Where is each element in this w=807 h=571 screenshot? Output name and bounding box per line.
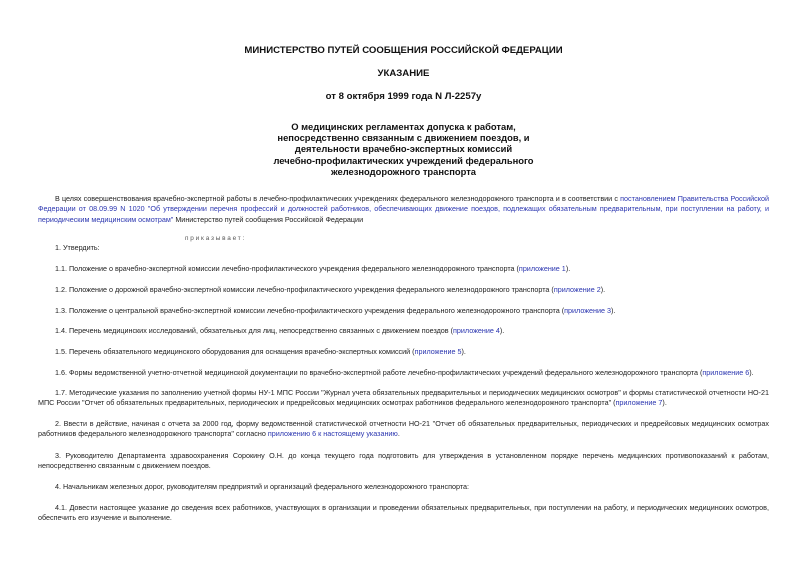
appendix-3-link[interactable]: приложение 3 [564,306,612,315]
item-1: 1. Утвердить: [55,243,100,252]
item-1-5: 1.5. Перечень обязательного медицинского оборудования для оснащения врачебно-экспертных комиссий (приложение 5). [55,347,466,356]
item-3: 3. Руководителю Департамента здравоохранения Сорокину О.Н. до конца текущего года подготовить для утверждения в установленном порядке перечень медицинских противопоказаний к работам, непосредственно связанным с движением поездов. [38,451,769,471]
item-4: 4. Начальникам железных дорог, руководителям предприятий и организаций федерального железнодорожного транспорта: [55,482,470,491]
preamble-paragraph [38,194,769,225]
item-4-1: 4.1. Довести настоящее указание до сведения всех работников, участвующих в организации и проведении обязательных предварительных, при поступлении на работу, и периодических медицинских осмотров, обеспечить его изучение и выполнение. [38,503,769,523]
appendix-7-link[interactable]: приложение 7 [615,398,663,408]
item-1-1: 1.1. Положение о врачебно-экспертной комиссии лечебно-профилактического учреждения федерального железнодорожного транспорта (приложение 1). [55,264,571,273]
item-1-2: 1.2. Положение о дорожной врачебно-экспертной комиссии лечебно-профилактического учреждения федерального железнодорожного транспорта (приложение 2). [55,285,606,294]
ministry-heading: МИНИСТЕРСТВО ПУТЕЙ СООБЩЕНИЯ РОССИЙСКОЙ ФЕДЕРАЦИИ [244,45,563,56]
title-line: лечебно-профилактических учреждений федерального [273,154,534,166]
preamble-text: В целях совершенствования врачебно-экспертной работы в лечебно-профилактических учреждениях федерального железнодорожного транспорта и в соответствии с [55,194,621,203]
document-date-number: от 8 октября 1999 года N Л-2257у [325,91,482,102]
item-1-7: 1.7. Методические указания по заполнению учетной формы НУ-1 МПС России "Журнал учета обязательных предварительных и периодических медицинских осмотров" и формы статистической отчетности НО-21 МПС России "Отчет об обязательных предварительных, периодических и предрейсовых медицинских осмотрах работников федерального железнодорожного транспорта" (приложение 7). [38,388,769,408]
title-line: непосредственно связанным с движением поездов, и [277,132,530,144]
appendix-1-link[interactable]: приложение 1 [518,264,566,273]
appendix-6-reference-link[interactable]: приложению 6 к настоящему указанию [267,429,398,439]
item-2: 2. Ввести в действие, начиная с отчета за 2000 год, форму ведомственной статистической отчетности НО-21 "Отчет об обязательных предварительных, периодических и предрейсовых медицинских осмотрах работников федерального железнодорожного транспорта" согласно приложению 6 к настоящему указанию. [38,419,769,439]
appendix-6-link[interactable]: приложение 6 [702,368,750,377]
appendix-5-link[interactable]: приложение 5 [414,347,462,356]
title-line: деятельности врачебно-экспертных комиссий [294,143,513,155]
item-1-6: 1.6. Формы ведомственной учетно-отчетной медицинской документации по врачебно-экспертной работе лечебно-профилактических учреждений федерального железнодорожного транспорта (приложение 6). [55,368,754,377]
preamble-text-end: Министерство путей сообщения Российской Федерации [173,214,364,224]
item-1-4: 1.4. Перечень медицинских исследований, обязательных для лиц, непосредственно связанных с движением поездов (приложение 4). [55,326,505,335]
order-word: приказывает: [185,235,247,242]
document-type: УКАЗАНИЕ [377,68,430,79]
document-title [0,121,807,177]
appendix-2-link[interactable]: приложение 2 [553,285,601,294]
appendix-4-link[interactable]: приложение 4 [453,326,500,335]
item-1-3: 1.3. Положение о центральной врачебно-экспертной комиссии лечебно-профилактического учреждения федерального железнодорожного транспорта (приложение 3). [55,306,616,315]
title-line: О медицинских регламентах допуска к работам, [291,121,516,132]
title-line: железнодорожного транспорта [330,165,477,177]
government-decree-link[interactable]: постановлением Правительства Российской Федерации от 08.09.99 N 1020 "Об утверждении перечня профессий и должностей работников, обеспечивающих движение поездов, подлежащих обязательным предварительным, при поступлении на работу, и периодическим медицинским осмотрам" [38,194,769,224]
